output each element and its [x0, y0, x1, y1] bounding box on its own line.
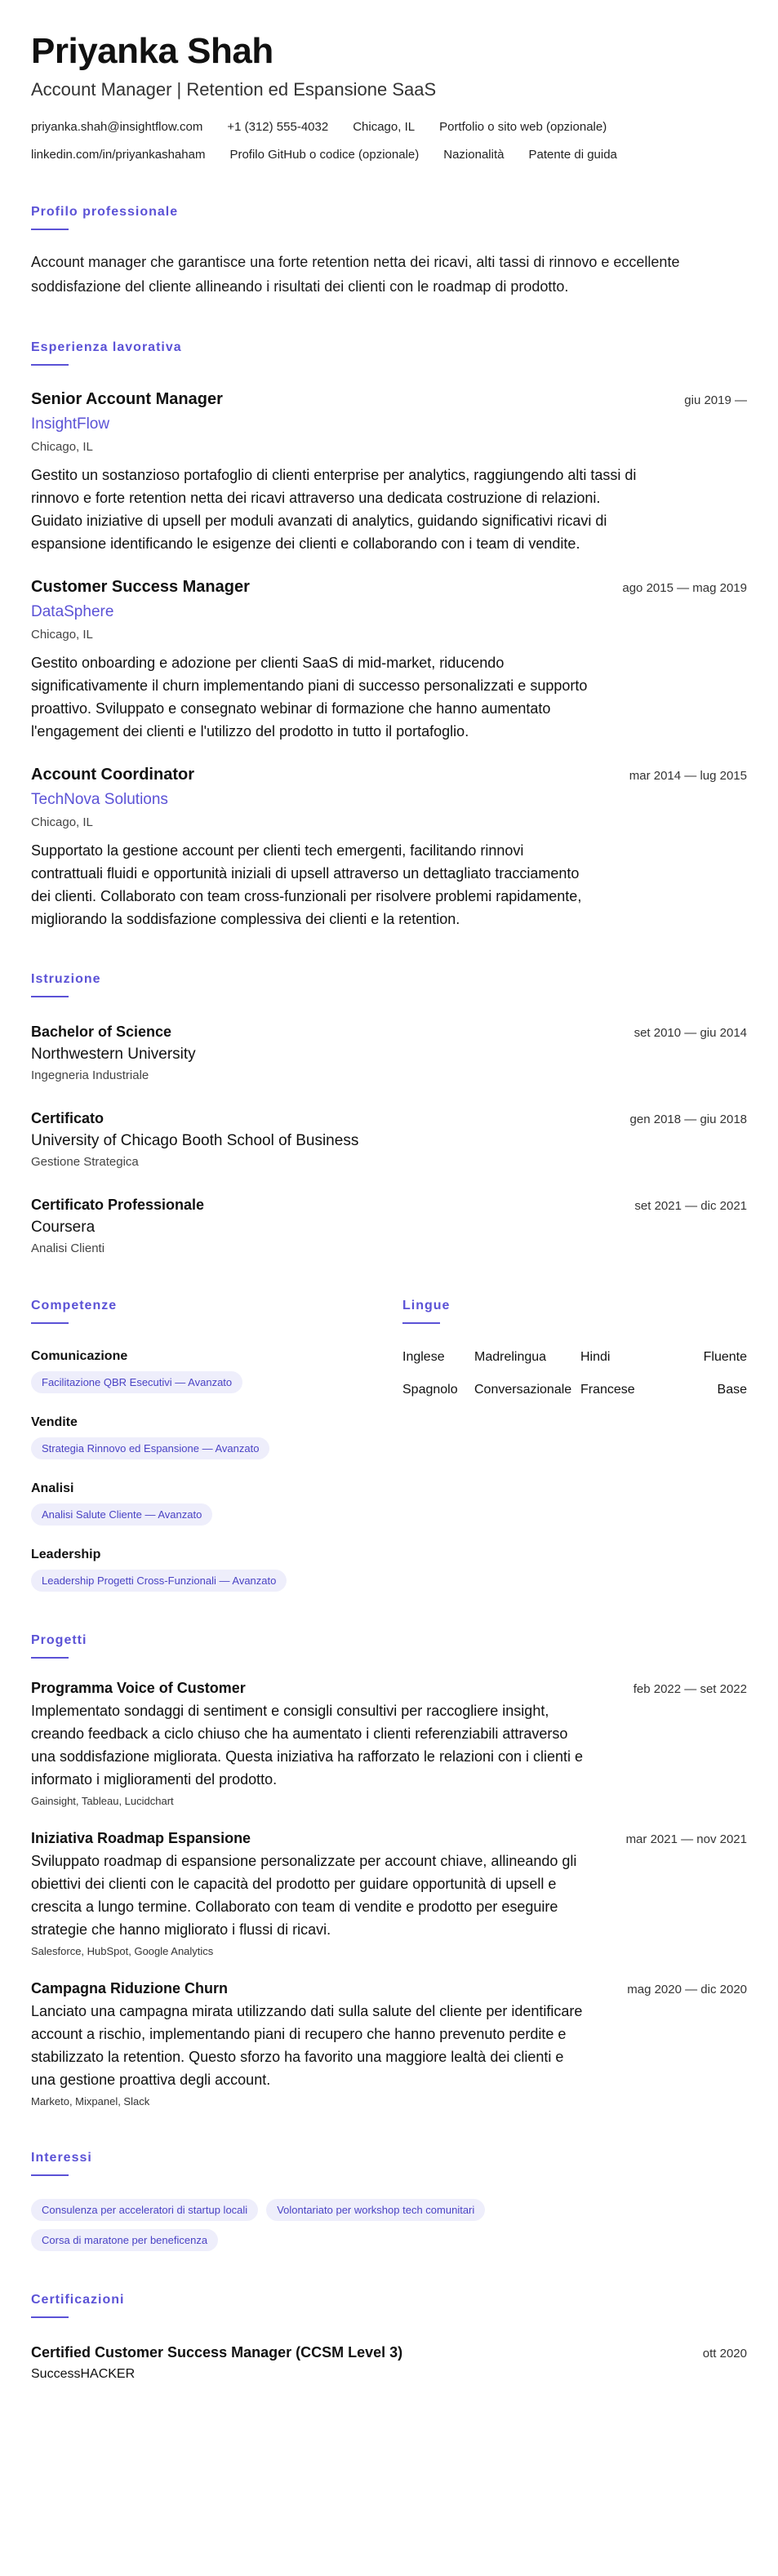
education-dates: set 2010 — giu 2014 — [634, 1026, 747, 1040]
skill-category: Leadership — [31, 1548, 101, 1561]
section-divider — [31, 2174, 69, 2176]
company-name: InsightFlow — [31, 415, 110, 433]
contact-email[interactable]: priyanka.shah@insightflow.com — [31, 120, 203, 134]
company-name: DataSphere — [31, 603, 114, 620]
job-description: Gestito un sostanzioso portafoglio di clienti enterprise per analytics, raggiungendo alti tassi di rinnovo e forte retention netta dei ricavi attraverso una dedicata costruzione di relazioni. Guidato iniziative di upsell per moduli avanzati di analytics, guidando significativi ricavi di espansione identificando le esigenze dei clienti e collaborando con i team di vendite. — [31, 467, 637, 552]
job-description: Gestito onboarding e adozione per clienti SaaS di mid-market, riducendo significativamente il churn implementando piani di successo personalizzati e supporto proattivo. Sviluppato e consegnato webinar di formazione che hanno aumentato l'engagement dei clienti e l'utilizzo del prodotto in tutto il portafoglio. — [31, 655, 588, 739]
degree-title: Certificato — [31, 1110, 104, 1126]
contact-github[interactable]: Profilo GitHub o codice (opzionale) — [229, 148, 420, 162]
skill-group — [31, 1348, 402, 1393]
project-tools: Marketo, Mixpanel, Slack — [31, 2095, 150, 2107]
section-divider — [31, 1322, 69, 1324]
section-title-projects: Progetti — [31, 1633, 87, 1647]
certification-issuer: SuccessHACKER — [31, 2367, 136, 2381]
section-title-summary: Profilo professionale — [31, 205, 179, 219]
language-level: Fluente — [703, 1350, 747, 1364]
language-level: Base — [717, 1383, 747, 1397]
institution-name: Coursera — [31, 1219, 96, 1236]
job-title: Account Coordinator — [31, 766, 194, 784]
degree-title: Bachelor of Science — [31, 1024, 172, 1040]
skill-group — [31, 1481, 402, 1526]
summary-text: Account manager che garantisce una forte retention netta dei ricavi, alti tassi di rinnovo e eccellente soddisfazione del cliente allineando i risultati dei clienti con le roadmap di prodotto. — [31, 254, 680, 295]
contact-nationality: Nazionalità — [443, 148, 505, 162]
degree-title: Certificato Professionale — [31, 1197, 205, 1213]
contact-location: Chicago, IL — [353, 120, 416, 134]
summary-section — [31, 204, 747, 299]
skill-category: Analisi — [31, 1481, 74, 1495]
contact-driving-license: Patente di guida — [528, 148, 617, 162]
section-title-education: Istruzione — [31, 972, 101, 986]
section-divider — [31, 996, 69, 997]
project-entry — [31, 1828, 747, 1959]
skill-group — [31, 1547, 402, 1592]
skill-group — [31, 1415, 402, 1459]
interest-list — [31, 2191, 619, 2251]
job-dates: giu 2019 — — [684, 393, 747, 407]
experience-entry — [31, 576, 747, 743]
section-title-skills: Competenze — [31, 1299, 118, 1312]
project-description: Sviluppato roadmap di espansione personalizzate per account chiave, allineando gli obiettivi dei clienti con le capacità del prodotto per guidare opportunità di upsell e crescita a lungo termine. Collaborato con team di vendite e prodotto per eseguire strategie che hanno migliorato i flussi di ricavi. — [31, 1853, 577, 1938]
contact-linkedin[interactable]: linkedin.com/in/priyankashaham — [31, 148, 206, 162]
skill-chip: Leadership Progetti Cross-Funzionali — Avanzato — [31, 1570, 287, 1592]
certification-entry — [31, 2343, 747, 2383]
language-level: Conversazionale — [474, 1383, 572, 1397]
language-level: Madrelingua — [474, 1350, 547, 1364]
experience-section — [31, 340, 747, 930]
skill-chip: Analisi Salute Cliente — Avanzato — [31, 1503, 212, 1526]
section-divider — [402, 1322, 440, 1324]
certification-date: ott 2020 — [702, 2347, 747, 2361]
section-divider — [31, 2316, 69, 2318]
contact-phone[interactable]: +1 (312) 555-4032 — [227, 120, 329, 134]
skills-section — [31, 1298, 402, 1592]
project-description: Implementato sondaggi di sentiment e consigli consultivi per raccogliere insight, creando feedback a ciclo chiuso che ha aumentato i clienti referenziabili attraverso una soddisfazione migliorata. Questa iniziativa ha rafforzato le relazioni con i clienti e informato i miglioramenti del prodotto. — [31, 1703, 584, 1788]
interest-chip: Corsa di maratone per beneficenza — [31, 2229, 218, 2251]
education-section — [31, 971, 747, 1257]
project-entry — [31, 1678, 747, 1809]
job-dates: mar 2014 — lug 2015 — [629, 769, 747, 783]
language-name: Hindi — [580, 1350, 611, 1364]
contact-portfolio[interactable]: Portfolio o sito web (opzionale) — [439, 120, 607, 134]
job-description: Supportato la gestione account per clienti tech emergenti, facilitando rinnovi contrattuali fluidi e opportunità iniziali di upsell attraverso un dettagliato tracciamento dei clienti. Collaborato con team cross-funzionali per risolvere problemi rapidamente, migliorando la soddisfazione complessiva dei clienti e la retention. — [31, 842, 582, 927]
institution-name: University of Chicago Booth School of Business — [31, 1132, 359, 1149]
candidate-headline: Account Manager | Retention ed Espansione SaaS — [31, 79, 437, 100]
interest-chip: Consulenza per acceleratori di startup locali — [31, 2199, 258, 2221]
project-name: Programma Voice of Customer — [31, 1680, 246, 1696]
project-dates: mag 2020 — dic 2020 — [627, 1983, 747, 1996]
section-title-interests: Interessi — [31, 2151, 92, 2165]
section-title-certifications: Certificazioni — [31, 2293, 125, 2307]
project-name: Campagna Riduzione Churn — [31, 1980, 229, 1996]
project-tools: Gainsight, Tableau, Lucidchart — [31, 1795, 174, 1807]
resume-header — [31, 31, 747, 163]
interest-chip: Volontariato per workshop tech comunitari — [266, 2199, 485, 2221]
experience-entry — [31, 389, 747, 555]
education-entry — [31, 1195, 747, 1257]
section-divider — [31, 229, 69, 230]
field-of-study: Analisi Clienti — [31, 1241, 105, 1255]
job-location: Chicago, IL — [31, 628, 93, 642]
field-of-study: Ingegneria Industriale — [31, 1068, 149, 1082]
skills-languages-row — [31, 1298, 747, 1592]
project-tools: Salesforce, HubSpot, Google Analytics — [31, 1945, 214, 1957]
languages-section — [402, 1298, 747, 1592]
project-name: Iniziativa Roadmap Espansione — [31, 1830, 251, 1846]
language-name: Francese — [580, 1383, 635, 1397]
skill-category: Comunicazione — [31, 1349, 128, 1363]
skill-chip: Strategia Rinnovo ed Espansione — Avanzato — [31, 1437, 269, 1459]
project-dates: mar 2021 — nov 2021 — [625, 1832, 747, 1846]
education-dates: set 2021 — dic 2021 — [634, 1199, 747, 1213]
institution-name: Northwestern University — [31, 1046, 196, 1063]
section-title-experience: Esperienza lavorativa — [31, 340, 182, 354]
project-description: Lanciato una campagna mirata utilizzando dati sulla salute del cliente per identificare account a rischio, implementando piani di recupero che hanno prevenuto perdite e stabilizzato la retention. Questo sforzo ha favorito una maggiore lealtà dei clienti e una gestione proattiva degli account. — [31, 2003, 583, 2088]
projects-section — [31, 1632, 747, 2109]
skill-chip: Facilitazione QBR Esecutivi — Avanzato — [31, 1371, 242, 1393]
interests-section — [31, 2150, 747, 2251]
language-name: Inglese — [402, 1350, 445, 1364]
language-list — [402, 1348, 747, 1399]
education-entry — [31, 1022, 747, 1084]
contact-list — [31, 119, 747, 163]
job-dates: ago 2015 — mag 2019 — [622, 581, 747, 595]
job-title: Customer Success Manager — [31, 578, 250, 596]
skill-category: Vendite — [31, 1415, 78, 1429]
experience-entry — [31, 764, 747, 930]
project-dates: feb 2022 — set 2022 — [633, 1682, 747, 1696]
section-divider — [31, 364, 69, 366]
language-name: Spagnolo — [402, 1383, 458, 1397]
education-entry — [31, 1108, 747, 1170]
field-of-study: Gestione Strategica — [31, 1155, 139, 1169]
candidate-name: Priyanka Shah — [31, 31, 273, 71]
project-entry — [31, 1979, 747, 2109]
certification-name: Certified Customer Success Manager (CCSM Level 3) — [31, 2344, 403, 2361]
job-location: Chicago, IL — [31, 440, 93, 454]
section-title-languages: Lingue — [402, 1299, 451, 1312]
company-name: TechNova Solutions — [31, 791, 168, 808]
job-location: Chicago, IL — [31, 815, 93, 829]
job-title: Senior Account Manager — [31, 390, 223, 408]
section-divider — [31, 1657, 69, 1659]
certifications-section — [31, 2292, 747, 2383]
education-dates: gen 2018 — giu 2018 — [629, 1113, 747, 1126]
